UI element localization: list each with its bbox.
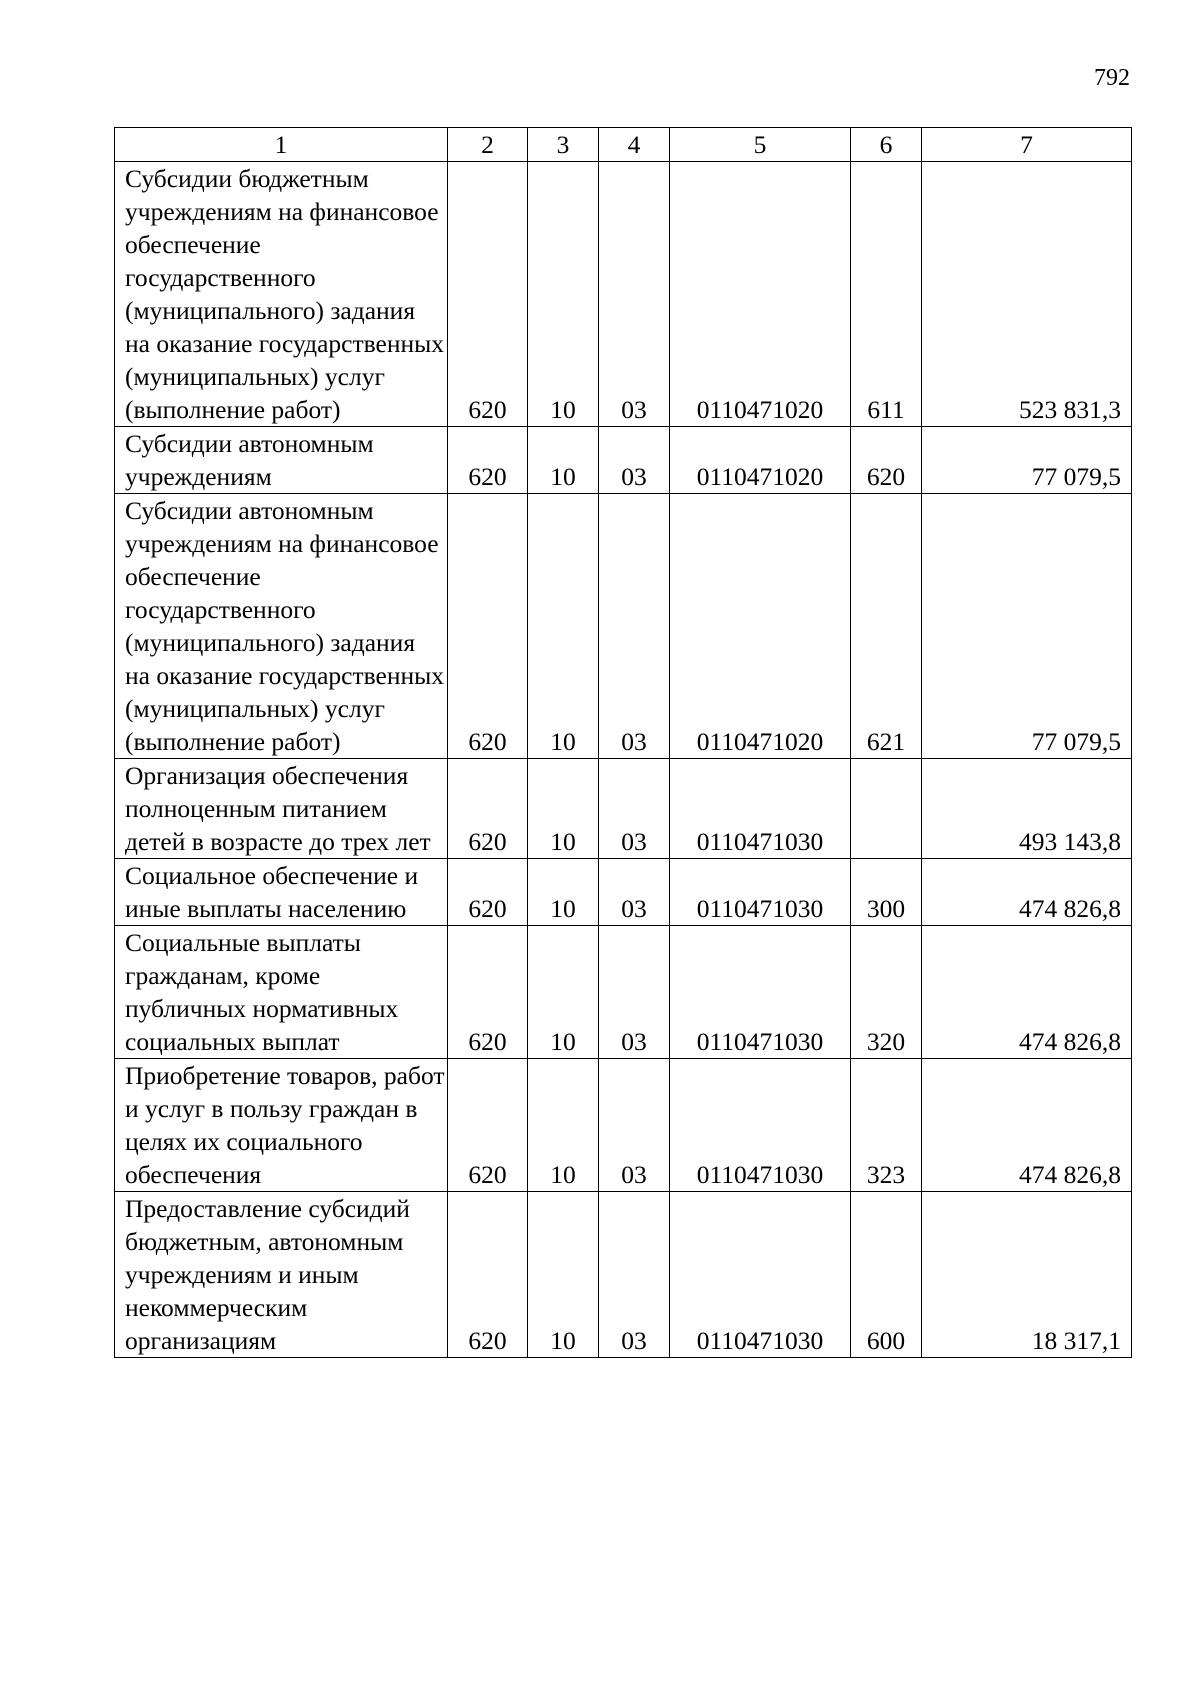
row-code-4: 03 xyxy=(599,859,670,926)
row-code-3: 10 xyxy=(528,1059,599,1192)
row-code-4: 03 xyxy=(599,494,670,759)
column-header: 1 xyxy=(115,128,448,162)
row-code-2: 620 xyxy=(448,859,528,926)
row-amount: 474 826,8 xyxy=(922,926,1132,1059)
row-code-2: 620 xyxy=(448,1192,528,1358)
row-code-5: 0110471030 xyxy=(670,1059,851,1192)
row-amount: 474 826,8 xyxy=(922,1059,1132,1192)
row-amount: 77 079,5 xyxy=(922,494,1132,759)
row-code-6: 600 xyxy=(851,1192,922,1358)
table-row xyxy=(115,162,1132,427)
row-code-6: 320 xyxy=(851,926,922,1059)
row-code-5: 0110471020 xyxy=(670,494,851,759)
row-name: Организация обеспечения полноценным питанием детей в возрасте до трех лет xyxy=(115,759,448,859)
row-code-2: 620 xyxy=(448,1059,528,1192)
row-name: Социальное обеспечение и иные выплаты населению xyxy=(115,859,448,926)
column-header: 2 xyxy=(448,128,528,162)
table-row xyxy=(115,494,1132,759)
table-row xyxy=(115,1192,1132,1358)
page-number: 792 xyxy=(1094,65,1130,91)
row-code-3: 10 xyxy=(528,759,599,859)
row-code-4: 03 xyxy=(599,162,670,427)
row-code-4: 03 xyxy=(599,759,670,859)
row-name: Субсидии автономным учреждениям на финансовое обеспечение государственного (муниципального) задания на оказание государственных (муниципальных) услуг (выполнение работ) xyxy=(115,494,448,759)
row-code-3: 10 xyxy=(528,427,599,494)
column-header: 3 xyxy=(528,128,599,162)
row-amount: 18 317,1 xyxy=(922,1192,1132,1358)
row-amount: 77 079,5 xyxy=(922,427,1132,494)
table-row xyxy=(115,759,1132,859)
row-code-5: 0110471020 xyxy=(670,162,851,427)
row-code-2: 620 xyxy=(448,926,528,1059)
column-header: 4 xyxy=(599,128,670,162)
row-code-2: 620 xyxy=(448,162,528,427)
row-code-5: 0110471020 xyxy=(670,427,851,494)
row-code-3: 10 xyxy=(528,1192,599,1358)
row-code-6: 323 xyxy=(851,1059,922,1192)
row-code-4: 03 xyxy=(599,1192,670,1358)
row-code-5: 0110471030 xyxy=(670,759,851,859)
row-name: Социальные выплаты гражданам, кроме публичных нормативных социальных выплат xyxy=(115,926,448,1059)
column-header: 6 xyxy=(851,128,922,162)
table-row xyxy=(115,427,1132,494)
row-code-6 xyxy=(851,759,922,859)
row-amount: 493 143,8 xyxy=(922,759,1132,859)
row-amount: 474 826,8 xyxy=(922,859,1132,926)
row-name: Субсидии бюджетным учреждениям на финансовое обеспечение государственного (муниципального) задания на оказание государственных (муниципальных) услуг (выполнение работ) xyxy=(115,162,448,427)
row-name: Приобретение товаров, работ и услуг в пользу граждан в целях их социального обеспечения xyxy=(115,1059,448,1192)
row-name: Предоставление субсидий бюджетным, автономным учреждениям и иным некоммерческим организациям xyxy=(115,1192,448,1358)
row-code-4: 03 xyxy=(599,427,670,494)
row-code-6: 621 xyxy=(851,494,922,759)
column-header: 5 xyxy=(670,128,851,162)
row-code-2: 620 xyxy=(448,427,528,494)
row-code-6: 620 xyxy=(851,427,922,494)
row-amount: 523 831,3 xyxy=(922,162,1132,427)
row-code-3: 10 xyxy=(528,926,599,1059)
row-code-5: 0110471030 xyxy=(670,1192,851,1358)
row-code-5: 0110471030 xyxy=(670,859,851,926)
row-code-5: 0110471030 xyxy=(670,926,851,1059)
row-code-3: 10 xyxy=(528,162,599,427)
row-code-3: 10 xyxy=(528,859,599,926)
table-row xyxy=(115,859,1132,926)
row-code-2: 620 xyxy=(448,759,528,859)
table-row xyxy=(115,1059,1132,1192)
row-code-4: 03 xyxy=(599,1059,670,1192)
column-header: 7 xyxy=(922,128,1132,162)
row-code-6: 611 xyxy=(851,162,922,427)
table-row xyxy=(115,926,1132,1059)
table-header-row xyxy=(115,128,1132,162)
row-code-4: 03 xyxy=(599,926,670,1059)
row-code-2: 620 xyxy=(448,494,528,759)
row-code-6: 300 xyxy=(851,859,922,926)
row-code-3: 10 xyxy=(528,494,599,759)
budget-table xyxy=(114,127,1132,1358)
row-name: Субсидии автономным учреждениям xyxy=(115,427,448,494)
